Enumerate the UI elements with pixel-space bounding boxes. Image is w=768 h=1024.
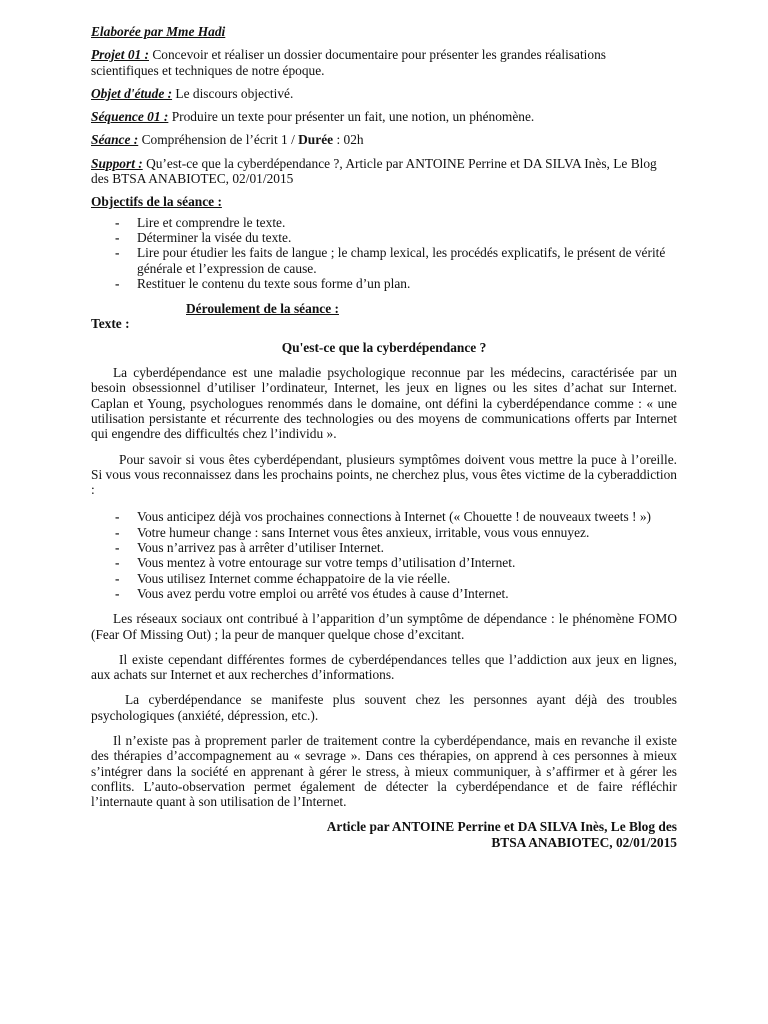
article-credit-1: Article par ANTOINE Perrine et DA SILVA Inès, Le Blog des: [326, 819, 677, 835]
document-page: [91, 24, 677, 850]
projet-line: [91, 47, 677, 78]
objective-item: - Restituer le contenu du texte sous forme d’un plan.: [91, 276, 677, 291]
symptom-item: - Vous n’arrivez pas à arrêter d’utiliser Internet.: [91, 540, 669, 555]
sequence-label: Séquence 01 :: [91, 109, 169, 125]
support-label: Support :: [91, 155, 143, 171]
article-paragraph-3: Les réseaux sociaux ont contribué à l’apparition d’un symptôme de dépendance : le phénomène FOMO (Fear Of Missing Out) ; la peur de manquer quelque chose d’excitant.: [91, 611, 677, 642]
deroulement-heading-line: [91, 301, 677, 316]
sequence-text: Produire un texte pour présenter un fait, une notion, un phénomène.: [168, 109, 535, 125]
projet-text: Concevoir et réaliser un dossier documentaire pour présenter les grandes réalisations scientifiques et techniques de notre époque.: [91, 47, 606, 78]
texte-label: Texte :: [91, 316, 130, 332]
texte-label-line: [91, 316, 677, 331]
sequence-line: [91, 109, 677, 124]
symptom-item: - Vous avez perdu votre emploi ou arrêté vos études à cause d’Internet.: [91, 586, 669, 601]
objet-text: Le discours objectivé.: [172, 85, 294, 101]
projet-label: Projet 01 :: [91, 47, 150, 63]
objectives-heading: Objectifs de la séance :: [91, 194, 222, 210]
article-paragraph-4: Il existe cependant différentes formes de cyberdépendances telles que l’addiction aux jeux en lignes, aux achats sur Internet et aux recherches d’informations.: [91, 651, 677, 683]
symptoms-list: [91, 509, 677, 601]
symptom-item: - Votre humeur change : sans Internet vous êtes anxieux, irritable, vous vous ennuyez.: [91, 525, 669, 540]
objectives-heading-line: [91, 194, 677, 209]
symptom-item: - Vous mentez à votre entourage sur votre temps d’utilisation d’Internet.: [91, 555, 669, 570]
symptom-item: - Vous utilisez Internet comme échappatoire de la vie réelle.: [91, 571, 669, 586]
article-paragraph-2: Pour savoir si vous êtes cyberdépendant, plusieurs symptômes doivent vous mettre la puce à l’oreille. Si vous vous reconnaissez dans les prochains points, ne cherchez plus, vous êtes victime de la cyberaddiction :: [91, 451, 677, 498]
support-line: [91, 156, 677, 187]
seance-line: [91, 132, 677, 147]
author-line: [91, 24, 677, 39]
objectives-list: [91, 215, 677, 291]
objective-item: - Lire pour étudier les faits de langue ; le champ lexical, les procédés explicatifs, le présent de vérité générale et l’expression de cause.: [91, 245, 677, 276]
objet-label: Objet d'étude :: [91, 85, 173, 101]
symptom-item: - Vous anticipez déjà vos prochaines connections à Internet (« Chouette ! de nouveaux tweets ! »): [91, 509, 669, 524]
article-title: Qu'est-ce que la cyberdépendance ?: [281, 339, 487, 355]
duree-text: : 02h: [333, 132, 364, 148]
support-text: Qu’est-ce que la cyberdépendance ?, Article par ANTOINE Perrine et DA SILVA Inès, Le Blog des BTSA ANABIOTEC, 02/01/2015: [91, 155, 657, 187]
objet-line: [91, 86, 677, 101]
author: Elaborée par Mme Hadi: [91, 24, 226, 39]
objective-item: - Lire et comprendre le texte.: [91, 215, 677, 230]
article-credit-2: BTSA ANABIOTEC, 02/01/2015: [491, 834, 677, 850]
seance-text: Compréhension de l’écrit 1 /: [138, 132, 299, 148]
objective-item: - Déterminer la visée du texte.: [91, 230, 677, 245]
seance-label: Séance :: [91, 132, 139, 148]
deroulement-heading: Déroulement de la séance :: [186, 301, 339, 317]
article-paragraph-5: La cyberdépendance se manifeste plus souvent chez les personnes ayant déjà des troubles psychologiques (anxiété, dépression, etc.).: [91, 692, 677, 723]
duree-label: Durée: [298, 132, 334, 148]
article-paragraph-6: Il n’existe pas à proprement parler de traitement contre la cyberdépendance, mais en revanche il existe des thérapies d’accompagnement au « sevrage ». Dans ces thérapies, on apprend à ces personnes à mieux s’intégrer dans la société en apprenant à gérer le stress, à mieux communiquer, à s’affirmer et à gérer les conflits. L’auto-observation permet également de détecter la cyberdépendance et de faire réfléchir l’internaute quant à son utilisation de l’Internet.: [91, 732, 677, 810]
article-paragraph-1: La cyberdépendance est une maladie psychologique reconnue par les médecins, caractérisée par un besoin obsessionnel d’utiliser l’ordinateur, Internet, les jeux en lignes ou les sites d’achat sur Internet. Caplan et Young, psychologues renommés dans le domaine, ont défini la cyberdépendance comme : « une utilisation persistante et récurrente des technologies ou des moyens de communications offerts par Internet qui engendre des difficultés chez l’individu ».: [91, 365, 677, 442]
